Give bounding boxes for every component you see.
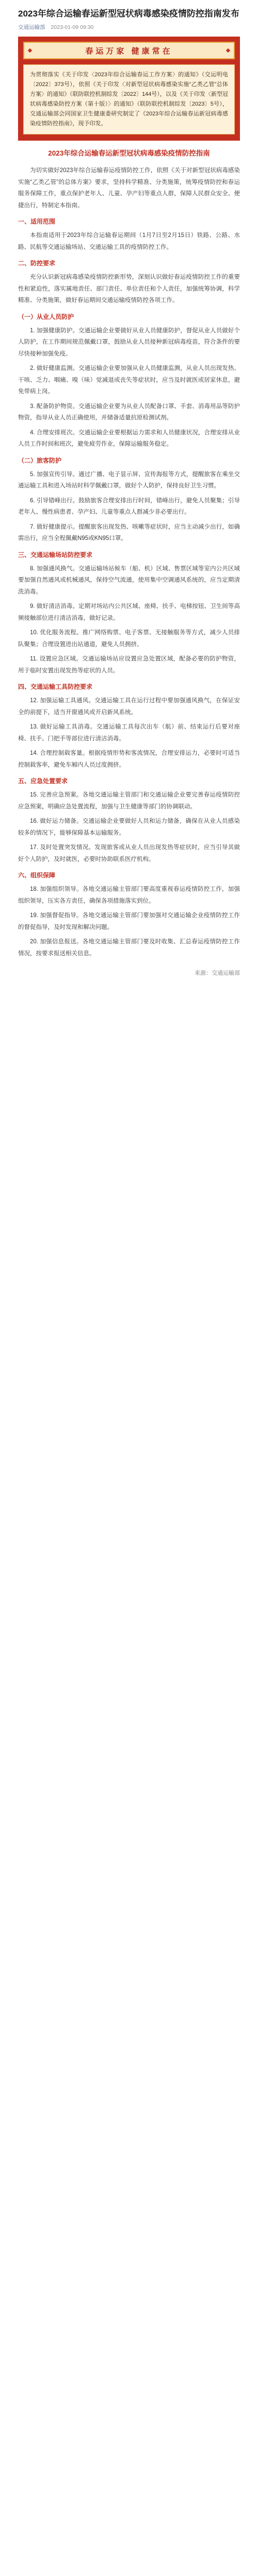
diamond-decoration-icon bbox=[226, 48, 230, 53]
banner-title: 春运万家 健康常在 bbox=[85, 46, 173, 56]
intro-banner bbox=[18, 37, 240, 141]
body-paragraph: 10. 优化服务流程。推广网络购票、电子客票、无接触服务等方式，减少人员排队聚集；合理设置进出站通道，避免人员拥挤。 bbox=[18, 630, 240, 648]
section-heading: 三、交通运输场站防控要求 bbox=[18, 551, 93, 558]
body-paragraph: 为切实做好2023年综合运输春运疫情防控工作，依照《关于对新型冠状病毒感染实施“乙类乙管”的总体方案》要求，坚持科学精准、分类施策，统筹疫情防控和春运服务保障工作，重点保护老年人、儿童、孕产妇等重点人群，保障人民群众安全、便捷出行，特制定本指南。 bbox=[18, 167, 240, 209]
section-heading: 六、组织保障 bbox=[18, 872, 56, 879]
section-heading: 四、交通运输工具防控要求 bbox=[18, 683, 93, 690]
section-heading: 五、应急处置要求 bbox=[18, 777, 68, 785]
body-paragraph: 本指南适用于2023年综合运输春运期间（1月7日至2月15日）铁路、公路、水路、民航等交通运输场站、交通运输工具的疫情防控工作。 bbox=[18, 232, 240, 250]
section-heading: 二、防控要求 bbox=[18, 260, 56, 267]
article-date: 2023-01-09 09:30 bbox=[51, 24, 94, 30]
body-paragraph: 7. 做好健康提示。提醒旅客出现发热、咳嗽等症状时，应当主动减少出行，如确需出行，应当全程佩戴N95或KN95口罩。 bbox=[18, 523, 240, 541]
body-paragraph: 12. 加强运输工具通风。交通运输工具在运行过程中要加强通风换气，在保证安全的前提下，适当开窗通风或开启新风系统。 bbox=[18, 698, 240, 716]
body-paragraph: 4. 合理安排班次。交通运输企业要根据运力需求和人员健康状况，合理安排从业人员工作时间和班次，避免疲劳作业，保障运输服务稳定。 bbox=[18, 429, 240, 447]
document-title: 2023年综合运输春运新型冠状病毒感染疫情防控指南 bbox=[48, 149, 210, 157]
diamond-decoration-icon bbox=[28, 48, 32, 53]
article-body bbox=[18, 165, 240, 959]
body-paragraph: 16. 做好运力储备。交通运输企业要做好人员和运力储备，确保在从业人员感染较多的情况下，能够保障基本运输服务。 bbox=[18, 818, 240, 836]
body-paragraph: 9. 做好清洁消毒。定期对场站内公共区域、座椅、扶手、电梯按钮、卫生间等高频接触部位进行清洁消毒，做好记录。 bbox=[18, 603, 240, 621]
body-paragraph: 5. 加强宣传引导。通过广播、电子显示屏、宣传海报等方式，提醒旅客在乘坐交通运输工具和进入场站时科学佩戴口罩，做好个人防护，保持良好卫生习惯。 bbox=[18, 471, 240, 489]
body-paragraph: 3. 配备防护物资。交通运输企业要为从业人员配备口罩、手套、消毒用品等防护物资，指导从业人员正确使用，并储备适量抗原检测试剂。 bbox=[18, 403, 240, 421]
body-paragraph: 6. 引导错峰出行。鼓励旅客合理安排出行时间，错峰出行，避免人员聚集；引导老年人、慢性病患者、孕产妇、儿童等重点人群减少非必要出行。 bbox=[18, 497, 240, 515]
body-paragraph: 15. 完善应急预案。各地交通运输主管部门和交通运输企业要完善春运疫情防控应急预案，明确应急处置流程，加强与卫生健康等部门的协调联动。 bbox=[18, 792, 240, 810]
body-paragraph: 14. 合理控制载客量。根据疫情形势和客流情况，合理安排运力，必要时可适当控制载客率，避免车厢内人员过度拥挤。 bbox=[18, 750, 240, 768]
body-paragraph: 8. 加强通风换气。交通运输场站候车（船、机）区域、售票区域等室内公共区域要加强自然通风或机械通风，保持空气流通，使用集中空调通风系统的，应当定期清洗消毒。 bbox=[18, 565, 240, 595]
section-heading: （二）旅客防护 bbox=[18, 456, 62, 464]
section-heading: （一）从业人员防护 bbox=[18, 313, 74, 320]
intro-card: 为贯彻落实《关于印发〈2023年综合运输春运工作方案〉的通知》（交运明电〔2022〕373号），依照《关于印发〈对新型冠状病毒感染实施“乙类乙管”总体方案〉的通知》（联防联控机制综发〔2022〕144号），以及《关于印发〈新型冠状病毒感染防控方案（第十版）〉的通知》（联防联控机制综发〔2023〕5号），交通运输部会同国家卫生健康委研究制定了《2023年综合运输春运新冠病毒感染疫情防控指南》，现予印发。 bbox=[23, 64, 235, 134]
body-paragraph: 充分认识新冠病毒感染疫情防控新形势，深刻认识做好春运疫情防控工作的重要性和紧迫性，落实属地责任、部门责任、单位责任和个人责任，加强统筹协调，科学精准、分类施策，做好春运期间交通运输疫情防控各项工作。 bbox=[18, 274, 240, 303]
body-paragraph: 13. 做好运输工具消毒。交通运输工具每次出车（航）前、结束运行后要对座椅、扶手、门把手等部位进行清洁消毒。 bbox=[18, 724, 240, 742]
body-paragraph: 1. 加强健康防护。交通运输企业要做好从业人员健康防护，督促从业人员做好个人防护，在工作期间规范佩戴口罩，鼓励从业人员接种新冠病毒疫苗，符合条件的要尽快接种加强免疫。 bbox=[18, 327, 240, 357]
section-heading: 一、适用范围 bbox=[18, 218, 56, 225]
body-paragraph: 2. 做好健康监测。交通运输企业要加强从业人员健康监测，从业人员出现发热、干咳、乏力、咽痛、嗅（味）觉减退或丧失等症状时，应当及时就医或居家休息，避免带病上岗。 bbox=[18, 365, 240, 395]
article-page bbox=[0, 0, 258, 998]
article-meta bbox=[18, 23, 240, 31]
footer-note: 来源：交通运输部 bbox=[195, 970, 240, 976]
body-paragraph: 11. 设置应急区域。交通运输场站应设置应急处置区域，配备必要的防护物资，用于临时安置出现发热等症状的人员。 bbox=[18, 656, 240, 674]
banner-title-bar bbox=[23, 42, 235, 59]
article-source-link[interactable]: 交通运输部 bbox=[18, 24, 45, 30]
body-paragraph: 18. 加强组织领导。各地交通运输主管部门要高度重视春运疫情防控工作，加强组织领导，压实各方责任，确保各项措施落实到位。 bbox=[18, 886, 240, 904]
article-headline: 2023年综合运输春运新型冠状病毒感染疫情防控指南发布 bbox=[18, 9, 239, 19]
body-paragraph: 17. 及时处置突发情况。发现旅客或从业人员出现发热等症状时，应当引导其做好个人防护，及时就医，必要时协助联系医疗机构。 bbox=[18, 844, 240, 862]
body-paragraph: 20. 加强信息报送。各地交通运输主管部门要及时收集、汇总春运疫情防控工作情况，按要求报送相关信息。 bbox=[18, 939, 240, 957]
body-paragraph: 19. 加强督促指导。各地交通运输主管部门要加强对交通运输企业疫情防控工作的督促指导，及时发现和解决问题。 bbox=[18, 912, 240, 930]
